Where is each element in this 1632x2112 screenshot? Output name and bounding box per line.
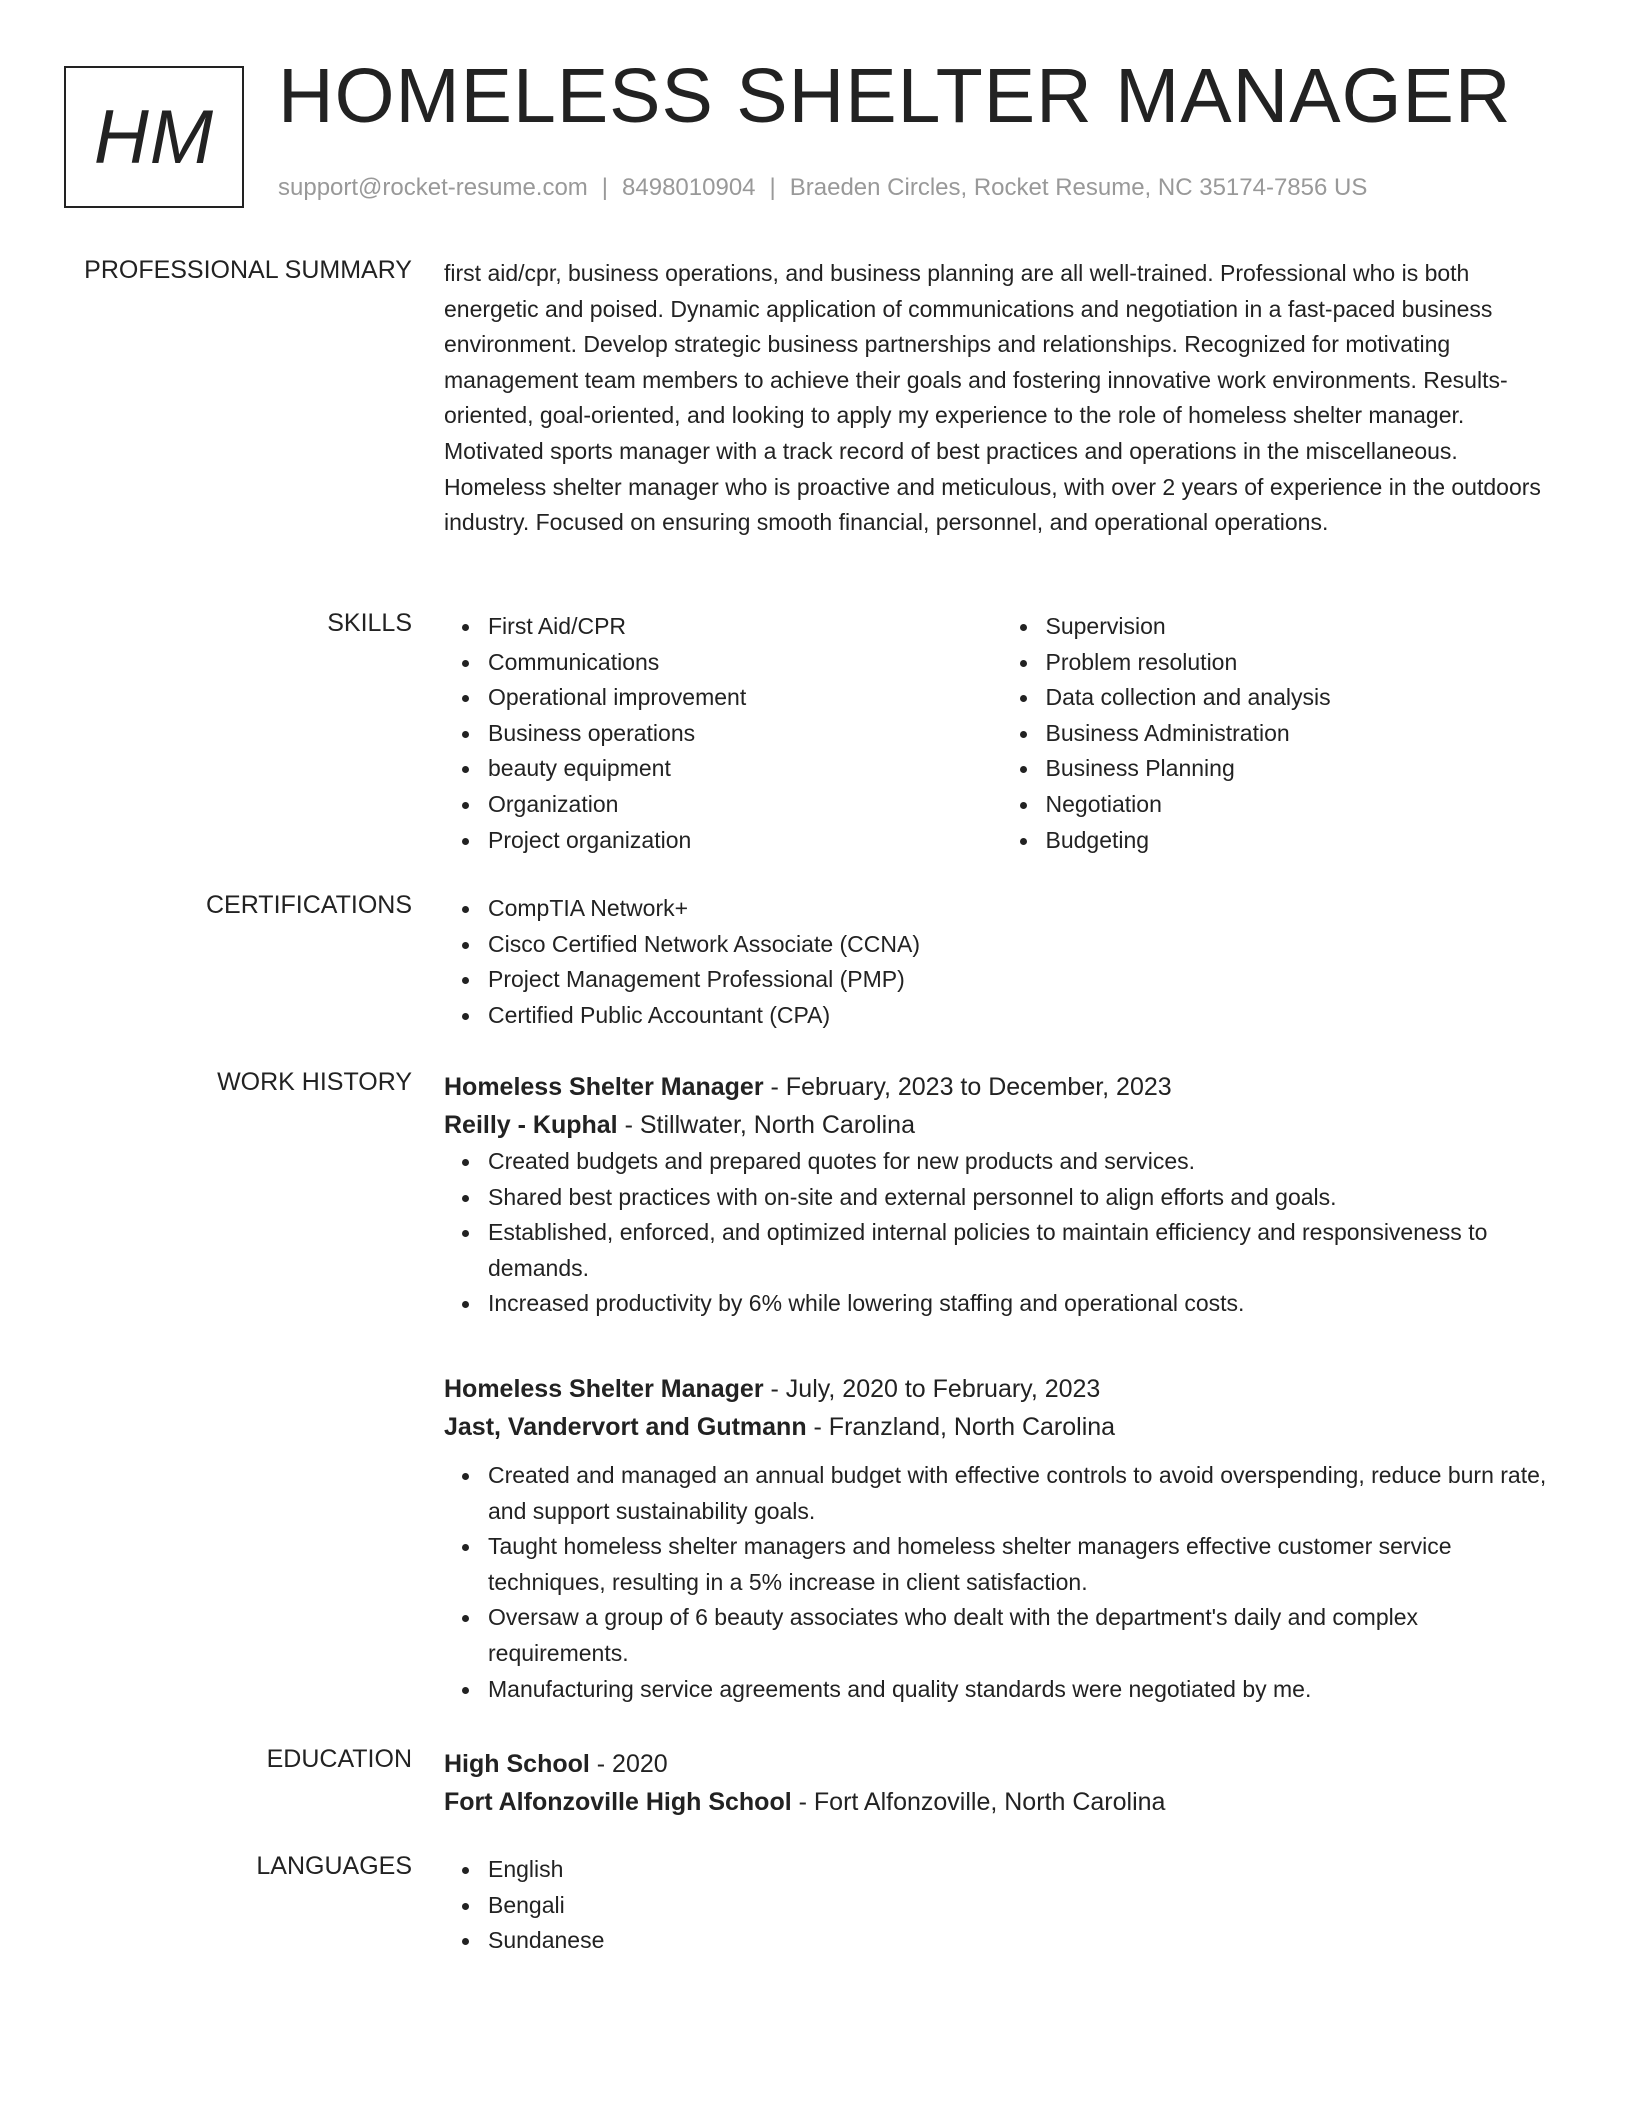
summary-text: first aid/cpr, business operations, and business planning are all well-trained. Professional who is both energetic and poised. Dynamic application of communications and negotiation in a fast-paced business environment. Develop strategic business partnerships and relationships. Recognized for motivating management team members to achieve their goals and fostering innovative work environments. Results-oriented, goal-oriented, and looking to apply my experience to the role of homeless shelter manager. Motivated sports manager with a track record of best practices and operations in the miscellaneous. Homeless shelter manager who is proactive and meticulous, with over 2 years of experience in the outdoors industry. Focused on ensuring smooth financial, personnel, and operational operations.	[444, 260, 1541, 536]
job-company: Jast, Vandervort and Gutmann	[444, 1413, 807, 1441]
job-duty: Shared best practices with on-site and external personnel to align efforts and goals.	[488, 1180, 1559, 1216]
job-location: - Franzland, North Carolina	[806, 1413, 1116, 1441]
skill-item: Supervision	[1046, 609, 1560, 645]
job-duty: Created budgets and prepared quotes for new products and services.	[488, 1144, 1559, 1180]
contact-email: support@rocket-resume.com	[278, 174, 588, 201]
skill-item: Data collection and analysis	[1046, 680, 1560, 716]
skill-item: Problem resolution	[1046, 645, 1560, 681]
certification-item: Certified Public Accountant (CPA)	[488, 998, 1559, 1034]
contact-address: Braeden Circles, Rocket Resume, NC 35174-7856 US	[789, 174, 1368, 201]
education-location: - Fort Alfonzoville, North Carolina	[791, 1788, 1166, 1816]
section-body	[444, 1745, 1559, 1821]
certification-item: Cisco Certified Network Associate (CCNA)	[488, 927, 1559, 963]
skills-columns	[444, 609, 1559, 858]
education-school: Fort Alfonzoville High School	[444, 1788, 792, 1816]
job-dates: - July, 2020 to February, 2023	[763, 1375, 1101, 1403]
job-duties-list	[444, 1144, 1559, 1322]
certification-item: Project Management Professional (PMP)	[488, 962, 1559, 998]
languages-list	[444, 1852, 1559, 1959]
skill-item: Business Administration	[1046, 716, 1560, 752]
job-entry	[444, 1370, 1559, 1707]
job-title: Homeless Shelter Manager	[444, 1375, 764, 1403]
education-degree: High School	[444, 1750, 590, 1778]
education-school-line	[444, 1783, 1559, 1821]
section-label: LANGUAGES	[256, 1852, 412, 1880]
contact-separator: |	[769, 174, 776, 201]
job-duty: Created and managed an annual budget with effective controls to avoid overspending, reduce burn rate, and support sustainability goals.	[488, 1458, 1559, 1529]
language-item: English	[488, 1852, 1559, 1888]
job-duty: Increased productivity by 6% while lowering staffing and operational costs.	[488, 1286, 1559, 1322]
monogram-initials: HM	[93, 94, 215, 180]
section-label: WORK HISTORY	[217, 1068, 412, 1096]
skill-item: First Aid/CPR	[488, 609, 1002, 645]
job-company-line	[444, 1408, 1559, 1446]
skill-item: Project organization	[488, 823, 1002, 859]
skill-item: beauty equipment	[488, 751, 1002, 787]
job-company-line	[444, 1106, 1559, 1144]
job-duties-list	[444, 1458, 1559, 1707]
section-body	[444, 1852, 1559, 1959]
language-item: Bengali	[488, 1888, 1559, 1924]
section-label: EDUCATION	[266, 1745, 412, 1773]
monogram-box	[64, 66, 244, 208]
job-title-line	[444, 1370, 1559, 1408]
skill-item: Communications	[488, 645, 1002, 681]
section-body	[444, 891, 1559, 1033]
education-year: - 2020	[589, 1750, 668, 1778]
skills-list-left	[444, 609, 1002, 858]
section-body	[444, 256, 1559, 541]
job-duty: Taught homeless shelter managers and homeless shelter managers effective customer service techniques, resulting in a 5% increase in client satisfaction.	[488, 1529, 1559, 1600]
section-label: CERTIFICATIONS	[205, 891, 412, 919]
skill-item: Budgeting	[1046, 823, 1560, 859]
language-item: Sundanese	[488, 1923, 1559, 1959]
skills-list-right	[1002, 609, 1560, 858]
section-label: PROFESSIONAL SUMMARY	[84, 256, 412, 284]
section-body	[444, 1068, 1559, 1322]
certification-item: CompTIA Network+	[488, 891, 1559, 927]
skill-item: Negotiation	[1046, 787, 1560, 823]
skill-item: Organization	[488, 787, 1002, 823]
education-degree-line	[444, 1745, 1559, 1783]
section-body	[444, 1370, 1559, 1707]
job-location: - Stillwater, North Carolina	[617, 1111, 915, 1139]
job-duty: Oversaw a group of 6 beauty associates who dealt with the department's daily and complex requirements.	[488, 1600, 1559, 1671]
skill-item: Business Planning	[1046, 751, 1560, 787]
job-company: Reilly - Kuphal	[444, 1111, 618, 1139]
section-label: SKILLS	[327, 609, 412, 637]
certifications-list	[444, 891, 1559, 1033]
job-title-line	[444, 1068, 1559, 1106]
job-entry	[444, 1068, 1559, 1322]
skill-item: Operational improvement	[488, 680, 1002, 716]
candidate-name: HOMELESS SHELTER MANAGER	[278, 53, 1512, 139]
job-duty: Established, enforced, and optimized internal policies to maintain efficiency and responsiveness to demands.	[488, 1215, 1559, 1286]
job-duty: Manufacturing service agreements and quality standards were negotiated by me.	[488, 1672, 1559, 1708]
job-title: Homeless Shelter Manager	[444, 1073, 764, 1101]
job-dates: - February, 2023 to December, 2023	[763, 1073, 1172, 1101]
contact-phone: 8498010904	[622, 174, 756, 201]
skill-item: Business operations	[488, 716, 1002, 752]
contact-separator: |	[601, 174, 609, 201]
contact-line	[278, 174, 1367, 202]
